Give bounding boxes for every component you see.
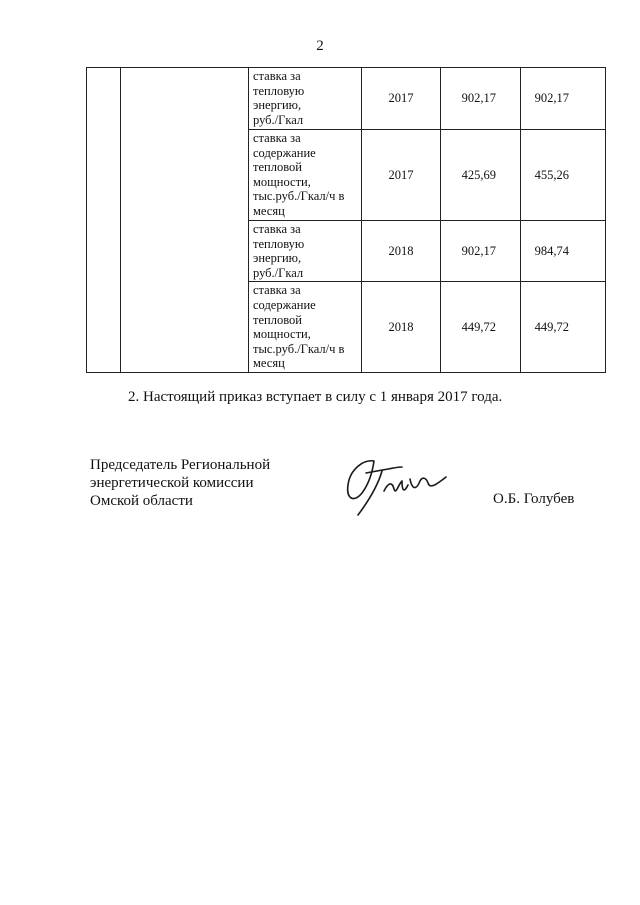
- rate-description: ставка за тепловую энергию, руб./Гкал: [249, 68, 362, 130]
- rate-value-first-half: 449,72: [441, 282, 521, 373]
- tariff-table: [86, 67, 606, 373]
- signer-title-line: Омской области: [90, 493, 193, 509]
- table-row: [87, 68, 606, 130]
- signer-title: [90, 456, 270, 510]
- signer-name: О.Б. Голубев: [493, 491, 575, 507]
- effective-date-clause: 2. Настоящий приказ вступает в силу с 1 января 2017 года.: [128, 389, 503, 405]
- handwritten-signature: [340, 455, 450, 525]
- rate-value-second-half: 902,17: [521, 68, 606, 130]
- rate-value-first-half: 902,17: [441, 68, 521, 130]
- rate-value-first-half: 425,69: [441, 130, 521, 221]
- rate-year: 2017: [362, 130, 441, 221]
- rate-value-second-half: 455,26: [521, 130, 606, 221]
- rate-description: ставка за содержание тепловой мощности, тыс.руб./Гкал/ч в месяц: [249, 130, 362, 221]
- rate-description: ставка за содержание тепловой мощности, тыс.руб./Гкал/ч в месяц: [249, 282, 362, 373]
- signer-title-line: Председатель Региональной: [90, 457, 271, 473]
- signer-title-line: энергетической комиссии: [90, 475, 254, 491]
- empty-organization-cell: [121, 68, 249, 373]
- rate-value-first-half: 902,17: [441, 221, 521, 282]
- rate-value-second-half: 984,74: [521, 221, 606, 282]
- page-number: 2: [316, 38, 324, 54]
- rate-year: 2017: [362, 68, 441, 130]
- rate-year: 2018: [362, 221, 441, 282]
- empty-number-cell: [87, 68, 121, 373]
- rate-description: ставка за тепловую энергию, руб./Гкал: [249, 221, 362, 282]
- rate-year: 2018: [362, 282, 441, 373]
- rate-value-second-half: 449,72: [521, 282, 606, 373]
